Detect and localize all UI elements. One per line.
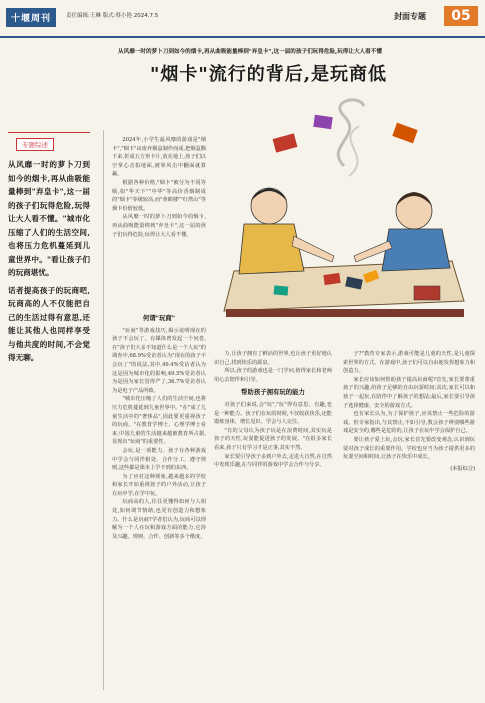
- body-paragraph: 2024年,小学生最风靡的游戏是"烟卡","烟卡"由废弃烟盒制作而成,把烟盒撕下来,折成五方形卡片,放在地上,孩子们以空掌心击拍地面,被掌风击中翻面就算赢。: [112, 137, 206, 178]
- sidebar-rule: [8, 132, 90, 133]
- body-paragraph: 会玩,是一项能力。孩子在各种游戏中学会与同伴相处、合作分工、遵守规则,这些都是课本上学不到的东西。: [112, 447, 206, 472]
- subheading: 帮助孩子拥有玩的能力: [241, 388, 305, 397]
- body-paragraph: "城市化压缩了人们的生活空间,也将压力危机蔓延到儿童世界中。"在"成了儿童生活中的"奢侈品",因此要更重视孩子的玩商。"在教育学博士、心理学博士看来,中国儿童的生活越来越被教育所占据,显现出"玩商"的重要性。: [112, 396, 206, 446]
- sidebar-tag: 专题综述: [16, 138, 54, 151]
- body-column-2: [214, 350, 332, 470]
- body-paragraph: 也有家长认为,为了保护孩子,应该禁止一些危险的游戏。但专家指出,与其禁止,不如引导,教会孩子辨别哪些游戏是安全的,哪些是危险的,让孩子在玩中学会保护自己。: [343, 411, 475, 435]
- body-column-1-top: [112, 136, 206, 239]
- body-paragraph: 从风靡一时的萝卜刀到如今的烟卡,再从曲吸能量棒到"弃皇卡",这一届的孩子们玩得危险,玩得让大人看不懂。: [112, 214, 206, 238]
- body-paragraph: 要让孩子爱上玩,会玩,家长首先要改变观念,认识到玩耍对孩子成长的重要作用。学校也应当为孩子提供更多的玩耍空间和时间,让孩子在快乐中成长。: [343, 436, 475, 461]
- body-paragraph: 为了应对这种现象,越来越多的学校和家长开始重视孩子的户外活动,让孩子在玩中学,在学中玩。: [112, 473, 206, 497]
- editor-credits: 责任编辑:王琳 版式:蔡小艳 2024.7.5: [66, 13, 159, 19]
- article-kicker: 从风靡一时的萝卜刀到如今的烟卡,再从曲吸能量棒到"弃皇卡",这一届的孩子们玩得危险,玩得让大人看不懂: [118, 49, 382, 55]
- body-paragraph: 根据各种价格,"烟卡"被分为不同等级,如"华天下""中华"等高价香烟制成的"烟卡"等级较高,而"黄鹤楼""红塔山"等烟卡价值较低。: [112, 179, 206, 212]
- body-paragraph: 玩商高的人,往往更懂得如何与人相处,如何调节情绪,也更有创造力和想象力。什么是玩商?学者们认为,玩商可以理解为一个人在玩和游戏方面的能力,它涉及兴趣、规则、合作、创新等多个维度。: [112, 499, 206, 540]
- column-divider: [103, 130, 104, 690]
- body-paragraph: "玩商"等游戏技巧,揭示说明现在的孩子不会玩了。有媒体曾发起一个问卷,在"孩子们大多不知道什么是一个人玩"的调查中,68.9%受访者认为"现在的孩子不会玩了"的说法,其中,49.4%受访者认为这是因为城市化的影响,49.5%受访者认为是因为家长管得严了,36.7%受访者认为是电子产品所致。: [112, 327, 206, 394]
- body-paragraph: 对孩子们来说,会"玩","玩"得有意思、有趣,也是一种能力。孩子们在玩的时候,不仅收获快乐,还能锻炼身体、增长见识、学会与人交往。: [214, 401, 332, 426]
- section-title: 封面专题: [394, 12, 426, 21]
- page-header: [0, 0, 485, 38]
- sidebar-paragraph: 从风靡一时的萝卜刀到如今的烟卡,再从曲吸能量棒到"弃皇卡",这一届的孩子们玩得危险,玩得让大人看不懂。"城市化压缩了人们的生活空间,也将压力危机蔓延到儿童世界中。"看让孩子们的玩商堪忧。: [8, 160, 90, 277]
- body-paragraph: "有的父母认为孩子玩是在浪费时间,其实玩是孩子的天性,玩耍能促进孩子的发展。"在很多家长看来,孩子只有学习才是正事,其实不然。: [214, 427, 332, 451]
- body-paragraph: 所以,孩子的游戏也是一门学问,值得家长和老师用心去陪伴和引导。: [214, 368, 332, 383]
- body-paragraph: 家长要引导孩子多到户外去,走进大自然,在自然中发现乐趣,在与同伴的游戏中学会合作与分享。: [214, 453, 332, 469]
- body-paragraph: 力,让孩子拥有了鲜活的世界,也让孩子更好地认识自己,找到快乐的源泉。: [214, 351, 332, 366]
- masthead: 十堰周刊: [6, 8, 56, 27]
- sidebar-paragraph: 话者提高孩子的玩商吧,玩商高的人不仅能把自己的生活过得有意思,还能让其他人也同样享受与他共度的时间,不会觉得无聊。: [8, 285, 90, 362]
- page-number: 05: [444, 6, 478, 26]
- illustration: [214, 96, 472, 346]
- body-paragraph: 子?"教育专家表示,游戏可能是儿童的天性,是儿童探索世界的方式。在游戏中,孩子们可以自由地发挥想象力和创造力。: [343, 351, 475, 375]
- body-column-1-bottom: [112, 310, 206, 541]
- sidebar-summary: [8, 158, 90, 365]
- body-paragraph: 家长应该如何帮助孩子提高玩商呢?首先,家长要尊重孩子的兴趣,给孩子足够的自由玩耍时间;其次,家长可以和孩子一起玩,在陪伴中了解孩子的想法;最后,家长要引导孩子选择健康、安全的游戏方式。: [343, 376, 475, 409]
- article-source: (本报综合): [450, 465, 475, 472]
- article-headline: "烟卡"流行的背后,是玩商低: [150, 64, 388, 85]
- subheading: 何谓"玩商": [142, 314, 176, 322]
- body-column-3: [343, 350, 475, 473]
